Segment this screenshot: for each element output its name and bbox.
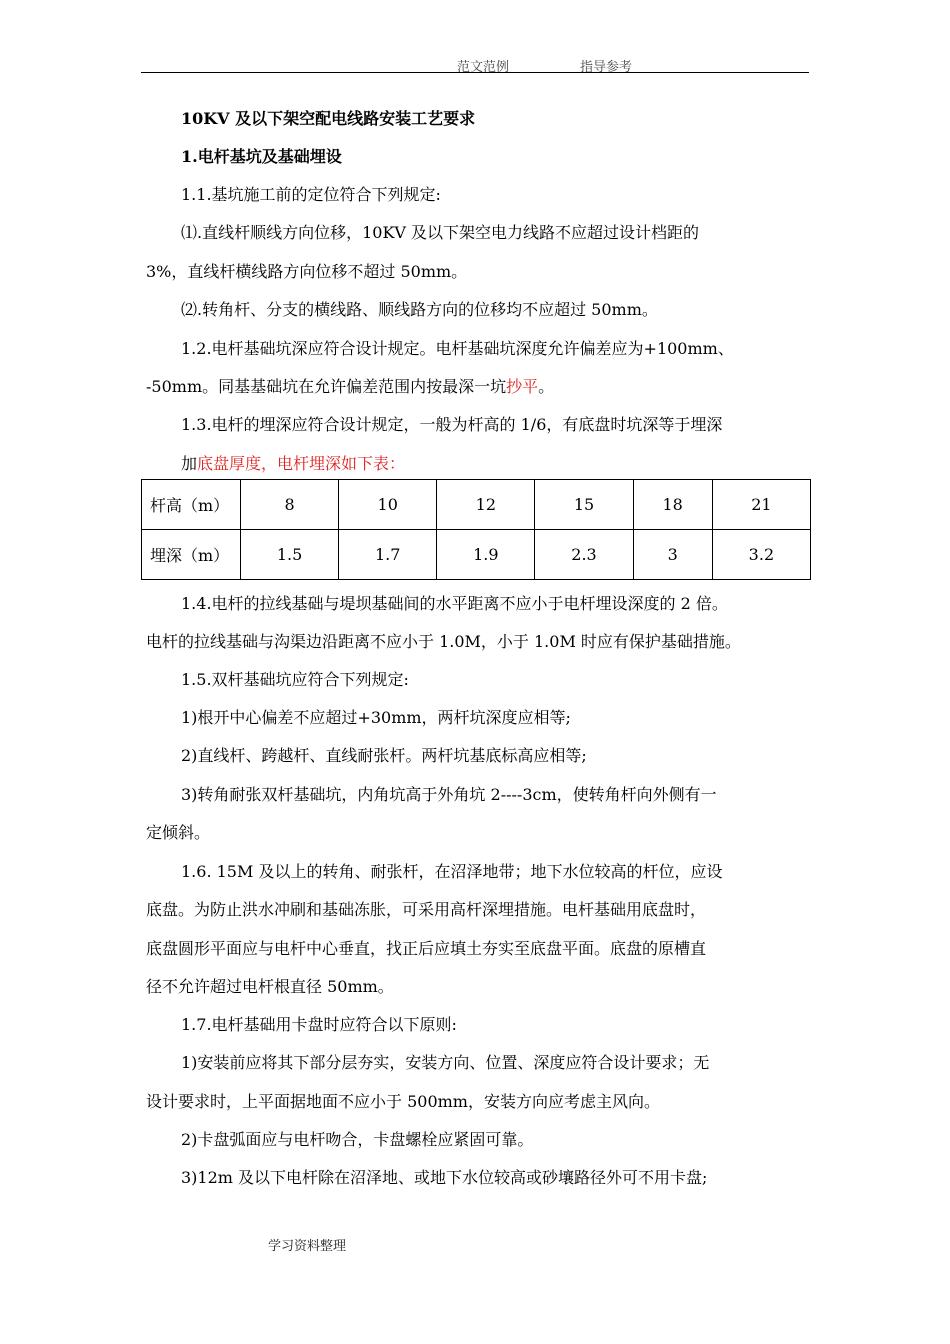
paragraph-1-6-line1: 1.6. 15M 及以上的转角、耐张杆，在沼泽地带；地下水位较高的杆位，应设 bbox=[181, 862, 723, 881]
paragraph-1-5b: 2)直线杆、跨越杆、直线耐张杆。两杆坑基底标高应相等; bbox=[181, 746, 587, 765]
highlight-red-text: 底盘厚度，电杆埋深如下表： bbox=[197, 454, 406, 473]
paragraph-1-6-line3: 底盘圆形平面应与电杆中心垂直，找正后应填土夯实至底盘平面。底盘的原槽直 bbox=[146, 939, 707, 958]
table-cell: 15 bbox=[535, 480, 633, 530]
paragraph-1-1b: ⑵.转角杆、分支的横线路、顺线路方向的位移均不应超过 50mm。 bbox=[181, 300, 658, 319]
paragraph-1-4-line1: 1.4.电杆的拉线基础与堤坝基础间的水平距离不应小于电杆埋设深度的 2 倍。 bbox=[181, 594, 728, 613]
paragraph-1-2-line1: 1.2.电杆基础坑深应符合设计规定。电杆基础坑深度允许偏差应为+100mm、 bbox=[181, 339, 734, 358]
paragraph-1-6-line4: 径不允许超过电杆根直径 50mm。 bbox=[146, 977, 394, 996]
paragraph-1-6-line2: 底盘。为防止洪水冲刷和基础冻胀，可采用高杆深埋措施。电杆基础用底盘时， bbox=[146, 900, 707, 919]
table-cell: 1.7 bbox=[339, 530, 437, 580]
header-left-text: 范文范例 bbox=[457, 60, 510, 75]
table-row-label: 杆高（m） bbox=[142, 480, 241, 530]
table-cell: 21 bbox=[712, 480, 810, 530]
paragraph-1-7a-line1: 1)安装前应将其下部分层夯实，安装方向、位置、深度应符合设计要求；无 bbox=[181, 1053, 710, 1072]
table-cell: 1.5 bbox=[241, 530, 339, 580]
page-footer: 学习资料整理 bbox=[268, 1239, 347, 1254]
paragraph-1-1a-line2: 3%，直线杆横线路方向位移不超过 50mm。 bbox=[146, 262, 468, 281]
paragraph-1-7b: 2)卡盘弧面应与电杆吻合，卡盘螺栓应紧固可靠。 bbox=[181, 1130, 534, 1149]
paragraph-1-3-text: 加 bbox=[181, 454, 198, 473]
paragraph-1-1a-line1: ⑴.直线杆顺线方向位移，10KV 及以下架空电力线路不应超过设计档距的 bbox=[181, 223, 700, 242]
table-row bbox=[142, 530, 811, 580]
paragraph-1-5: 1.5.双杆基础坑应符合下列规定: bbox=[181, 670, 409, 689]
table-cell: 1.9 bbox=[437, 530, 535, 580]
table-cell: 12 bbox=[437, 480, 535, 530]
paragraph-1-5a: 1)根开中心偏差不应超过+30mm，两杆坑深度应相等; bbox=[181, 708, 571, 727]
paragraph-1-5c-line1: 3)转角耐张双杆基础坑，内角坑高于外角坑 2----3cm，使转角杆向外侧有一 bbox=[181, 785, 717, 804]
table-cell: 2.3 bbox=[535, 530, 633, 580]
paragraph-1-1: 1.1.基坑施工前的定位符合下列规定: bbox=[181, 185, 441, 204]
paragraph-1-2-line2 bbox=[146, 376, 554, 398]
paragraph-1-2-text: -50mm。同基基础坑在允许偏差范围内按最深一坑 bbox=[146, 377, 507, 396]
table-cell: 18 bbox=[633, 480, 712, 530]
paragraph-1-3-line2 bbox=[181, 453, 405, 475]
paragraph-1-3-line1: 1.3.电杆的埋深应符合设计规定，一般为杆高的 1/6，有底盘时坑深等于埋深 bbox=[181, 415, 723, 434]
paragraph-1-4-line2: 电杆的拉线基础与沟渠边沿距离不应小于 1.0M，小于 1.0M 时应有保护基础措施。 bbox=[146, 632, 741, 651]
table-row bbox=[142, 480, 811, 530]
paragraph-1-2-end: 。 bbox=[538, 377, 555, 396]
paragraph-1-7: 1.7.电杆基础用卡盘时应符合以下原则: bbox=[181, 1015, 457, 1034]
paragraph-1-7a-line2: 设计要求时，上平面据地面不应小于 500mm，安装方向应考虑主风向。 bbox=[146, 1092, 660, 1111]
paragraph-1-5c-line2: 定倾斜。 bbox=[146, 823, 211, 842]
table-cell: 10 bbox=[339, 480, 437, 530]
pole-depth-table bbox=[141, 479, 811, 580]
header-rule bbox=[141, 72, 809, 73]
document-title: 10KV 及以下架空配电线路安装工艺要求 bbox=[181, 109, 476, 128]
section-heading-1: 1.电杆基坑及基础埋设 bbox=[181, 147, 342, 166]
header-right-text: 指导参考 bbox=[580, 60, 633, 75]
table-cell: 3 bbox=[633, 530, 712, 580]
highlight-red-text: 抄平 bbox=[506, 377, 539, 396]
table-cell: 8 bbox=[241, 480, 339, 530]
table-cell: 3.2 bbox=[712, 530, 810, 580]
table-row-label: 埋深（m） bbox=[142, 530, 241, 580]
paragraph-1-7c: 3)12m 及以下电杆除在沼泽地、或地下水位较高或砂壤路径外可不用卡盘; bbox=[181, 1168, 708, 1187]
